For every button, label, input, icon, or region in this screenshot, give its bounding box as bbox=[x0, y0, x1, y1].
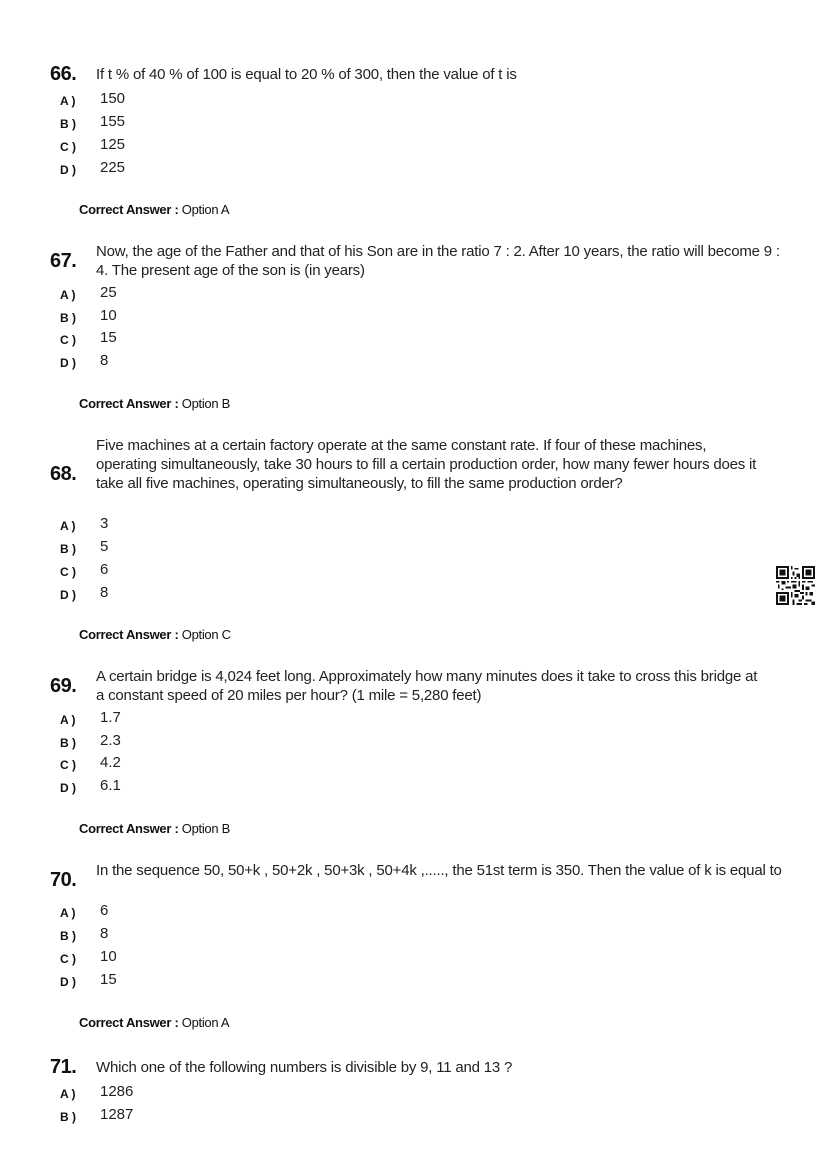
option-value: 15 bbox=[100, 329, 117, 346]
correct-answer-label: Correct Answer : bbox=[79, 821, 179, 836]
option-a bbox=[0, 1083, 400, 1105]
option-value: 225 bbox=[100, 159, 126, 176]
option-d bbox=[0, 777, 400, 799]
option-b bbox=[0, 113, 400, 135]
option-letter: A ) bbox=[60, 519, 76, 533]
question-text: Now, the age of the Father and that of his Son are in the ratio 7 : 2. After 10 years, the ratio will become 9 : 4. The present age of the son is (in years) bbox=[96, 243, 780, 279]
option-letter: D ) bbox=[60, 588, 76, 602]
question-number: 70. bbox=[50, 869, 77, 891]
option-b bbox=[0, 925, 400, 947]
correct-answer bbox=[79, 1015, 229, 1030]
option-value: 6 bbox=[100, 561, 109, 578]
option-c bbox=[0, 561, 400, 583]
option-a bbox=[0, 284, 400, 306]
correct-answer-value: Option C bbox=[181, 627, 231, 642]
option-d bbox=[0, 584, 400, 606]
correct-answer bbox=[79, 202, 229, 217]
option-value: 2.3 bbox=[100, 732, 121, 749]
option-b bbox=[0, 1106, 400, 1128]
question-text: Which one of the following numbers is divisible by 9, 11 and 13 ? bbox=[96, 1059, 513, 1076]
option-d bbox=[0, 159, 400, 181]
option-c bbox=[0, 329, 400, 351]
option-b bbox=[0, 538, 400, 560]
option-value: 6 bbox=[100, 902, 109, 919]
option-letter: A ) bbox=[60, 288, 76, 302]
correct-answer-label: Correct Answer : bbox=[79, 396, 179, 411]
option-value: 25 bbox=[100, 284, 117, 301]
option-value: 4.2 bbox=[100, 754, 121, 771]
option-letter: A ) bbox=[60, 94, 76, 108]
option-letter: D ) bbox=[60, 975, 76, 989]
option-a bbox=[0, 90, 400, 112]
option-value: 3 bbox=[100, 515, 109, 532]
option-value: 5 bbox=[100, 538, 109, 555]
question-number: 66. bbox=[50, 63, 77, 85]
question-text: In the sequence 50, 50+k , 50+2k , 50+3k , 50+4k ,....., the 51st term is 350. Then the value of k is equal to bbox=[96, 862, 782, 879]
option-value: 125 bbox=[100, 136, 126, 153]
option-value: 1.7 bbox=[100, 709, 121, 726]
option-letter: B ) bbox=[60, 736, 76, 750]
option-letter: D ) bbox=[60, 781, 76, 795]
option-a bbox=[0, 515, 400, 537]
option-letter: B ) bbox=[60, 542, 76, 556]
option-value: 10 bbox=[100, 307, 117, 324]
option-value: 6.1 bbox=[100, 777, 121, 794]
option-c bbox=[0, 754, 400, 776]
correct-answer bbox=[79, 627, 231, 642]
question-text: If t % of 40 % of 100 is equal to 20 % of 300, then the value of t is bbox=[96, 66, 517, 83]
option-a bbox=[0, 902, 400, 924]
qr-code-icon bbox=[776, 566, 815, 605]
correct-answer-value: Option B bbox=[181, 396, 230, 411]
option-value: 1287 bbox=[100, 1106, 134, 1123]
option-letter: A ) bbox=[60, 713, 76, 727]
option-value: 1286 bbox=[100, 1083, 134, 1100]
correct-answer-label: Correct Answer : bbox=[79, 1015, 179, 1030]
option-value: 155 bbox=[100, 113, 126, 130]
option-letter: C ) bbox=[60, 952, 76, 966]
question-text: A certain bridge is 4,024 feet long. Approximately how many minutes does it take to cross this bridge at a constant speed of 20 miles per hour? (1 mile = 5,280 feet) bbox=[96, 668, 758, 704]
option-letter: C ) bbox=[60, 140, 76, 154]
question-text: Five machines at a certain factory operate at the same constant rate. If four of these machines, operating simultaneously, take 30 hours to fill a certain production order, how many fewer hours does it take all five machines, operating simultaneously, to fill the same production order? bbox=[96, 437, 757, 492]
correct-answer bbox=[79, 396, 230, 411]
correct-answer-label: Correct Answer : bbox=[79, 202, 179, 217]
option-value: 8 bbox=[100, 584, 109, 601]
option-letter: C ) bbox=[60, 333, 76, 347]
correct-answer-value: Option A bbox=[181, 1015, 230, 1030]
option-letter: A ) bbox=[60, 906, 76, 920]
option-letter: B ) bbox=[60, 311, 76, 325]
option-letter: B ) bbox=[60, 1110, 76, 1124]
option-letter: B ) bbox=[60, 929, 76, 943]
option-letter: C ) bbox=[60, 565, 76, 579]
correct-answer-value: Option A bbox=[181, 202, 230, 217]
option-letter: C ) bbox=[60, 758, 76, 772]
correct-answer-label: Correct Answer : bbox=[79, 627, 179, 642]
correct-answer-value: Option B bbox=[181, 821, 230, 836]
option-a bbox=[0, 709, 400, 731]
correct-answer bbox=[79, 821, 230, 836]
question-number: 68. bbox=[50, 463, 77, 485]
option-value: 8 bbox=[100, 925, 109, 942]
option-b bbox=[0, 307, 400, 329]
option-value: 15 bbox=[100, 971, 117, 988]
question-number: 71. bbox=[50, 1056, 77, 1078]
option-letter: D ) bbox=[60, 356, 76, 370]
option-d bbox=[0, 352, 400, 374]
option-value: 10 bbox=[100, 948, 117, 965]
question-number: 69. bbox=[50, 675, 77, 697]
question-number: 67. bbox=[50, 250, 77, 272]
option-c bbox=[0, 948, 400, 970]
option-value: 8 bbox=[100, 352, 109, 369]
option-value: 150 bbox=[100, 90, 126, 107]
option-b bbox=[0, 732, 400, 754]
option-letter: A ) bbox=[60, 1087, 76, 1101]
option-letter: D ) bbox=[60, 163, 76, 177]
option-letter: B ) bbox=[60, 117, 76, 131]
option-c bbox=[0, 136, 400, 158]
option-d bbox=[0, 971, 400, 993]
